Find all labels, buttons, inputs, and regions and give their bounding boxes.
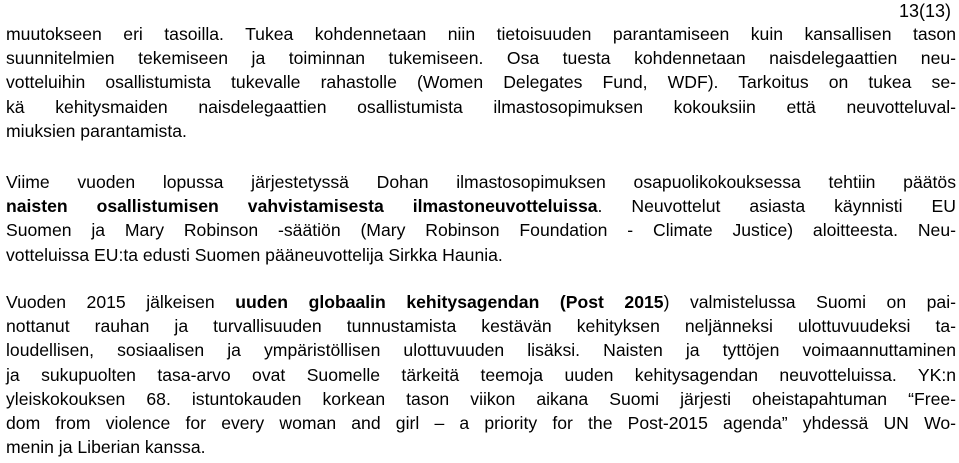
text-line: ja sukupuolten tasa-arvo ovat Suomelle tärkeitä teemoja uuden kehitysagendan neuvotteluissa. YK:n (6, 364, 956, 385)
text-line: nottanut rauhan ja turvallisuuden tunnustamista kestävän kehityksen neljänneksi ulottuvuudeksi ta- (6, 316, 956, 337)
text-run: Vuoden 2015 jälkeisen (6, 292, 236, 312)
text-line: menin ja Liberian kanssa. (6, 437, 206, 458)
text-line: suunnitelmien tekemiseen ja toiminnan tukemiseen. Osa tuesta kohdennetaan naisdelegaattien neu- (6, 48, 956, 69)
text-line: Viime vuoden lopussa järjestetyssä Dohan ilmastosopimuksen osapuolikokouksessa tehtiin päätös (6, 172, 956, 192)
text-line: kä kehitysmaiden naisdelegaattien osallistumista ilmastosopimuksen kokouksiin että neuvotteluval- (6, 96, 956, 117)
paragraph-doha-decision (6, 170, 956, 267)
text-line: yleiskokouksen 68. istuntokauden korkean tason viikon aikana Suomi järjesti oheistapahtuman “Free- (6, 388, 956, 409)
bold-phrase: naisten osallistumisen vahvistamisesta ilmastoneuvotteluissa (6, 196, 598, 217)
text-run: . Neuvottelut asiasta käynnisti EU (597, 196, 956, 217)
text-run: ) valmistelussa Suomi on pai- (663, 292, 956, 312)
text-line: Suomen ja Mary Robinson -säätiön (Mary Robinson Foundation - Climate Justice) aloitteesta. Neu- (6, 220, 956, 241)
paragraph-post-2015-agenda (6, 290, 956, 459)
text-line (6, 290, 956, 314)
text-line: loudellisen, sosiaalisen ja ympäristöllisen ulottuvuuden lisäksi. Naisten ja tyttöjen voimaannuttaminen (6, 340, 956, 361)
text-line: miuksien parantamista. (6, 120, 187, 141)
text-line: votteluihin osallistumista tukevalle rahastolle (Women Delegates Fund, WDF). Tarkoitus on tukea se- (6, 72, 956, 93)
text-line: votteluissa EU:ta edusti Suomen pääneuvottelija Sirkka Haunia. (6, 244, 503, 265)
text-line: muutokseen eri tasoilla. Tukea kohdennetaan niin tietoisuuden parantamiseen kuin kansallisen tason (6, 24, 956, 44)
text-line: dom from violence for every woman and girl – a priority for the Post-2015 agenda” yhdessä UN Wo- (6, 413, 956, 434)
bold-phrase: uuden globaalin kehitysagendan (Post 2015 (235, 292, 664, 312)
page-number: 13(13) (898, 1, 951, 21)
paragraph-women-delegates-fund (6, 22, 956, 143)
text-line (6, 194, 956, 218)
